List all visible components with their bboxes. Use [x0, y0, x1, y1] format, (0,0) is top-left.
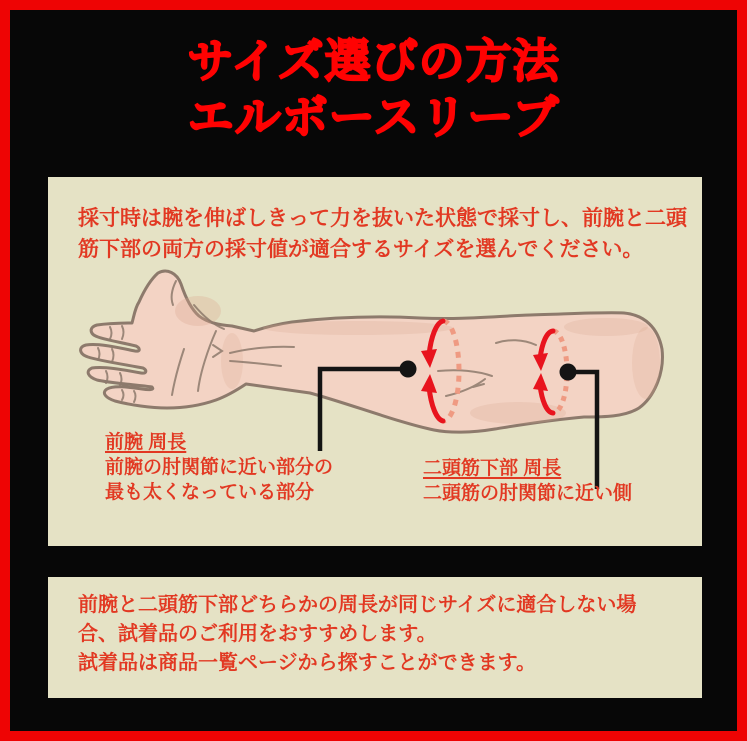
- fitting-note-text: [78, 591, 636, 678]
- instruction-line-2: 筋下部の両方の採寸値が適合するサイズを選んでください。: [78, 238, 644, 261]
- forearm-label-title: 前腕 周長: [105, 432, 187, 453]
- forearm-label: [105, 430, 333, 505]
- biceps-label-desc-1: 二頭筋の肘関節に近い側: [423, 483, 633, 504]
- note-line-1: 前腕と二頭筋下部どちらかの周長が同じサイズに適合しない場: [78, 594, 637, 616]
- instruction-line-1: 採寸時は腕を伸ばしきって力を抜いた状態で採寸し、前腕と二頭: [78, 207, 687, 230]
- forearm-label-desc-1: 前腕の肘関節に近い部分の: [105, 457, 334, 478]
- note-line-3: 試着品は商品一覧ページから探すことができます。: [78, 652, 536, 674]
- forearm-pointer-dot: [400, 361, 417, 378]
- page-title: [0, 33, 747, 145]
- biceps-label-title: 二頭筋下部 周長: [423, 458, 562, 479]
- forearm-label-desc-2: 最も太くなっている部分: [105, 482, 315, 503]
- note-line-2: 合、試着品のご利用をおすすめします。: [78, 623, 437, 645]
- arm-shape: [81, 271, 663, 432]
- title-line-2: エルボースリーブ: [187, 91, 560, 143]
- measurement-panel: [48, 177, 702, 546]
- fitting-note-panel: [48, 577, 702, 698]
- title-line-1: サイズ選びの方法: [187, 35, 560, 87]
- biceps-pointer-dot: [560, 364, 577, 381]
- biceps-label: [423, 456, 632, 506]
